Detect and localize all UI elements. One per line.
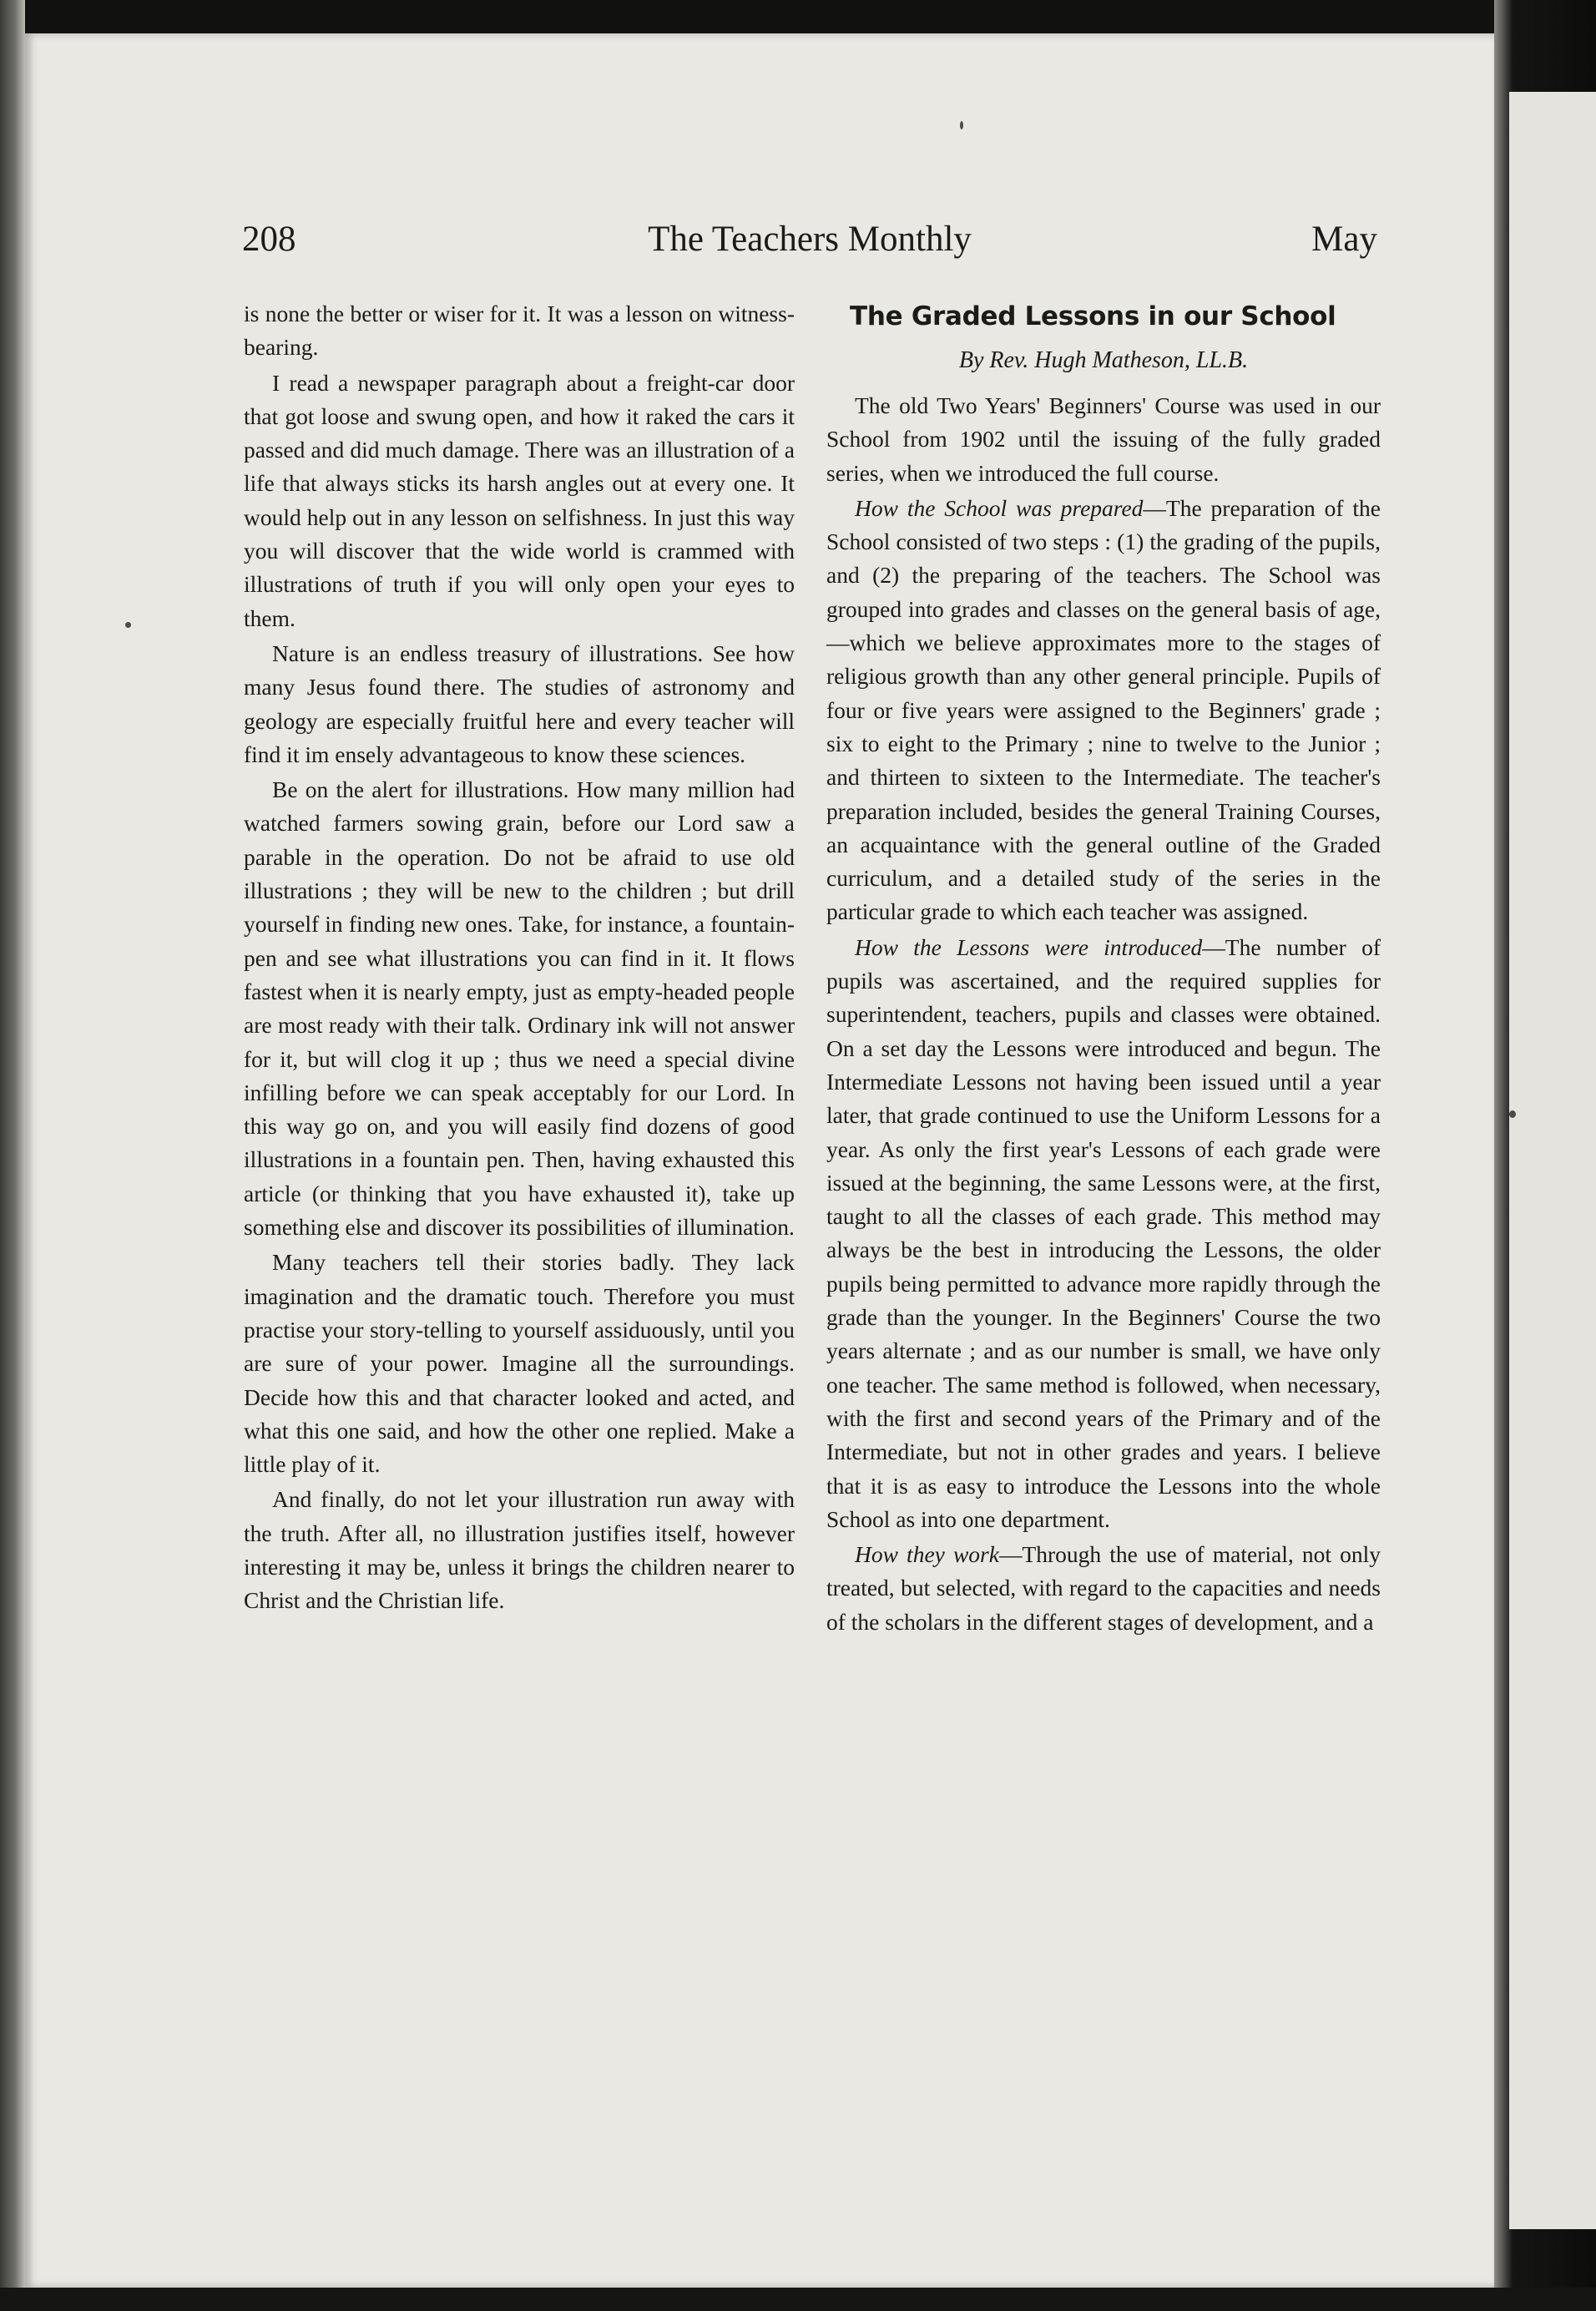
paragraph: And finally, do not let your illustration run away with the truth. After all, no illustration justifies itself, however interesting it may be, unless it brings the children nearer to Christ and the Christian life.	[244, 1486, 795, 1614]
page-number: 208	[242, 220, 296, 259]
issue-month: May	[1311, 220, 1377, 259]
section-text: —Through the use of material, not only treated, but selected, with regard to the capacities and needs of the scholars in the different stages of development, and a	[826, 1541, 1381, 1635]
paragraph: is none the better or wiser for it. It was a lesson on witness-bearing.	[244, 301, 795, 361]
scan-speck	[960, 121, 963, 129]
opposite-page-edge	[1509, 92, 1596, 2229]
right-column	[826, 297, 1381, 1639]
section-lead: How the School was prepared	[855, 494, 1144, 521]
section-paragraph	[826, 1538, 1381, 1639]
section-text: —The number of pupils was ascertained, and the required supplies for superintendent, teachers, pupils and classes were obtained. On a set day the Lessons were introduced and begun. The Intermediate Lessons not having been issued until a year later, that grade continued to use the Uniform Lessons for a year. As only the first year's Lessons of each grade were issued at the beginning, the same Lessons were, at the first, taught to all the classes of each grade. This method may always be the best in introducing the Lessons, the older pupils being permitted to advance more rapidly through the grade than the younger. In the Beginners' Course the two years alternate ; and as our number is small, we have only one teacher. The same method is followed, when necessary, with the first and second years of the Primary and of the Intermediate, but not in other grades and years. I believe that it is as easy to introduce the Lessons into the whole School as into one department.	[826, 933, 1381, 1532]
scan-speck	[1509, 1110, 1516, 1118]
article-byline: By Rev. Hugh Matheson, LL.B.	[958, 347, 1249, 373]
paragraph: Many teachers tell their stories badly. They lack imagination and the dramatic touch. Therefore you must practise your story-telling to yourself assiduously, until you are sure of your power. Imagine all the surroundings. Decide how this and that character looked and acted, and what this one said, and how the other one replied. Make a little play of it.	[244, 1249, 795, 1478]
section-text: —The preparation of the School consisted of two steps : (1) the grading of the pupils, and (2) the preparing of the teachers. The School was grouped into grades and classes on the general basis of age,—which we believe approximates more to the stages of religious growth than any other general principle. Pupils of four or five years were assigned to the Beginners' grade ; six to eight to the Primary ; nine to twelve to the Junior ; and thirteen to sixteen to the Intermediate. The teacher's preparation included, besides the general Training Courses, an acquaintance with the general outline of the Graded curriculum, and a detailed study of the series in the particular grade to which each teacher was assigned.	[826, 494, 1381, 925]
paragraph: Be on the alert for illustrations. How many million had watched farmers sowing grain, before our Lord saw a parable in the operation. Do not be afraid to use old illustrations ; they will be new to the children ; but drill yourself in finding new ones. Take, for instance, a fountain-pen and see what illustrations you can find in it. It flows fastest when it is nearly empty, just as empty-headed people are most ready with their talk. Ordinary ink will not answer for it, but will clog it up ; thus we need a special divine infilling before we can speak acceptably for our Lord. In this way go on, and you will easily find dozens of good illustrations in a fountain pen. Then, having exhausted this article (or thinking that you have exhausted it), take up something else and discover its possibilities of illumination.	[244, 776, 795, 1241]
section-lead: How they work	[855, 1541, 999, 1568]
paragraph: I read a newspaper paragraph about a freight-car door that got loose and swung open, and how it raked the cars it passed and did much damage. There was an illustration of a life that always sticks its harsh angles out at every one. It would help out in any lesson on selfishness. In just this way you will discover that the wide world is crammed with illustrations of truth if you will only open your eyes to them.	[244, 369, 795, 631]
scan-border-bottom	[0, 2288, 1596, 2311]
article-title: The Graded Lessons in our School	[850, 301, 1336, 331]
scan-speck	[125, 622, 131, 628]
paragraph: The old Two Years' Beginners' Course was used in our School from 1902 until the issuing of the fully graded series, when we introduced the full course.	[826, 392, 1381, 486]
book-spine-edge	[0, 0, 25, 2311]
running-title: The Teachers Monthly	[648, 220, 972, 259]
paragraph: Nature is an endless treasury of illustrations. See how many Jesus found there. The studies of astronomy and geology are especially fruitful here and every teacher will find it im ensely advantageous to know these sciences.	[244, 640, 795, 767]
section-paragraph	[826, 931, 1381, 1536]
running-header	[242, 219, 1377, 272]
left-column	[244, 297, 795, 1618]
section-lead: How the Lessons were introduced	[855, 933, 1203, 960]
scan-border-top	[0, 0, 1596, 33]
section-paragraph	[826, 492, 1381, 929]
